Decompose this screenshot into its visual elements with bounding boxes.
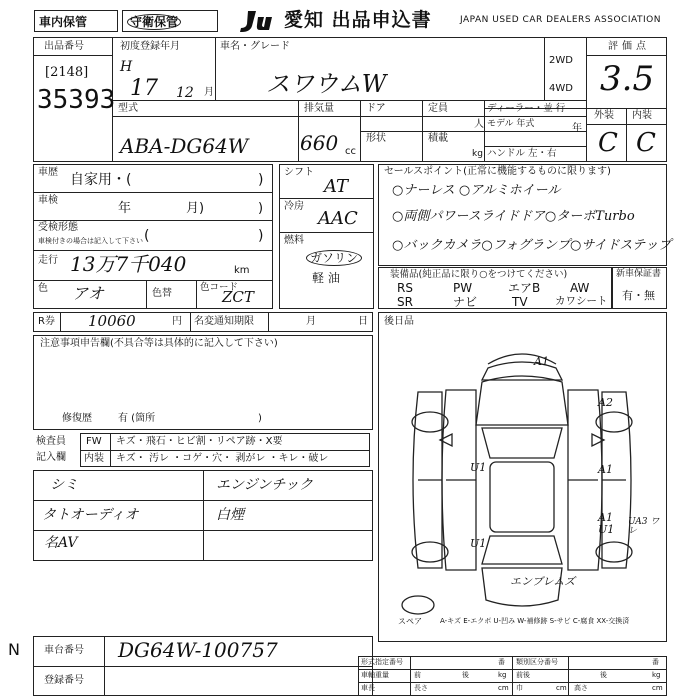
color-change-label: 色替	[152, 288, 172, 299]
spec-class-unit: 番	[652, 658, 659, 666]
inspection-year: 年	[118, 201, 132, 216]
transfer-close: )	[258, 228, 264, 244]
sales-points-label: セールスポイント(正常に機能するものに限ります)	[384, 166, 611, 177]
spec-axle-label: 前後	[516, 671, 530, 679]
spec-type-label: 形式指定番号	[361, 658, 403, 666]
warranty-label: 新車保証書	[616, 269, 662, 279]
spec-length-label: 長さ	[414, 684, 428, 692]
displacement-value: 660	[300, 131, 339, 155]
chassis-label: 車台番号	[44, 645, 84, 656]
month-unit: 月	[204, 87, 214, 98]
transfer-label: 受検形態	[38, 222, 78, 233]
note-right-1: エンジンチック	[216, 477, 313, 493]
form-title: 愛知 出品申込書	[284, 9, 432, 31]
lot-sub-number: [2148]	[45, 65, 89, 80]
model-year-label: モデル 年式	[487, 119, 535, 129]
repair-history-label: 修復歴	[62, 413, 92, 424]
spec-height-unit: cm	[652, 684, 663, 692]
guard-storage-label: 守衛保管	[127, 14, 181, 30]
car-name-value: スワウムW	[266, 70, 387, 98]
recycle-value: 10060	[88, 312, 136, 330]
capacity-unit: 人	[474, 119, 484, 130]
spec-axle-rear: 後	[600, 671, 607, 679]
inspector-fw: FW	[86, 436, 102, 447]
equipment-sr: SR	[397, 295, 413, 309]
spec-type-unit: 番	[498, 658, 505, 666]
displacement-unit: cc	[345, 146, 356, 157]
history-close: )	[258, 172, 264, 188]
shape-label: 形状	[366, 133, 386, 144]
drive-4wd: 4WD	[549, 83, 573, 94]
inspection-label: 車検	[38, 195, 58, 206]
transfer-open: (	[144, 228, 150, 244]
inspector-interior-items: キズ・ 汚レ ・コゲ・穴・ 剥がレ ・キレ・破レ	[116, 453, 329, 464]
interior-grade: C	[636, 128, 656, 158]
diagram-label-u1-left: U1	[470, 461, 487, 474]
cooling-label: 冷房	[284, 201, 304, 212]
spec-size-label: 車長	[361, 684, 375, 692]
shift-value: AT	[324, 176, 349, 197]
note-right-2: 白煙	[216, 507, 244, 523]
handle-side: ハンドル 左・右	[487, 148, 557, 159]
mileage-label: 走行	[38, 255, 58, 266]
mileage-value: 13万7千040	[70, 252, 187, 276]
transfer-note: 車検付きの場合は記入して下さい	[38, 237, 143, 245]
inspector-interior: 内装	[84, 453, 104, 464]
equipment-aw: AW	[570, 281, 590, 295]
spec-weight-label: 車軸重量	[361, 671, 389, 679]
first-registration-month: 12	[176, 85, 194, 101]
equipment-leather-seat: カワシート	[555, 295, 608, 307]
notes-label: 注意事項申告欄(不具合等は具体的に記入して下さい)	[40, 338, 278, 349]
note-left-3: 名AV	[44, 535, 78, 551]
model-label: 型式	[118, 103, 138, 114]
diagram-label-a2: A2	[598, 396, 613, 409]
tax-month: 月	[306, 316, 316, 327]
spec-width-unit: cm	[556, 684, 567, 692]
equipment-label: 装備品(純正品に限り○をつけてください)	[390, 269, 568, 280]
inspector-label-1: 検査員	[36, 436, 66, 447]
guard-storage-tag	[122, 10, 218, 32]
note-left-1: シミ	[50, 477, 78, 493]
load-unit: kg	[472, 149, 483, 159]
lot-number: 35393	[37, 85, 116, 115]
diagram-label-emblem: エンブレムズ	[510, 575, 576, 588]
diagram-label-a1-door: A1	[598, 511, 613, 524]
history-label: 車歴	[38, 167, 58, 178]
warranty-value: 有・無	[622, 289, 655, 302]
tax-day: 日	[358, 316, 368, 327]
displacement-label: 排気量	[304, 103, 334, 114]
dealer-type: ディーラー・並 行	[487, 103, 566, 114]
diagram-legend: A-キズ E-エクボ U-凹み W-補修跡 S-サビ C-腐食 XX-交換済	[440, 617, 630, 625]
shift-label: シフト	[284, 167, 314, 178]
fuel-diesel: 軽 油	[312, 271, 340, 285]
color-code-value: ZCT	[222, 288, 254, 306]
equipment-airbag: エアB	[508, 281, 541, 295]
cooling-value: AAC	[318, 208, 358, 229]
spec-class-label: 類別区分番号	[516, 658, 558, 666]
color-label: 色	[38, 283, 48, 294]
spec-axle-unit: kg	[652, 671, 661, 679]
sales-point-line-2: ○両側パワースライドドア○ターボTurbo	[392, 209, 635, 224]
recycle-unit: 円	[172, 316, 182, 327]
equipment-rs: RS	[397, 281, 413, 295]
car-name-label: 車名・グレード	[220, 41, 290, 52]
color-code-label: 色コード	[200, 282, 239, 293]
diagram-label-a1-front: A1	[534, 355, 549, 368]
equipment-pw: PW	[453, 281, 473, 295]
equipment-navi: ナビ	[453, 295, 478, 309]
inspector-label-2: 記入欄	[36, 452, 66, 463]
fuel-gas: ガソリン	[306, 250, 362, 266]
spec-width-label: 巾	[516, 684, 523, 692]
inspection-month: 月)	[186, 201, 205, 216]
exterior-grade: C	[598, 128, 618, 158]
doors-label: ドア	[366, 103, 386, 114]
color-value: アオ	[72, 284, 104, 303]
diagram-label-ua3: UA3 ワレ	[628, 517, 660, 536]
spec-height-label: 高さ	[574, 684, 588, 692]
recycle-label: R券	[38, 316, 55, 327]
sales-point-line-1: ○ナーレス ○アルミホイール	[392, 183, 561, 198]
diagram-label-u1-door: U1	[598, 523, 615, 536]
repair-history-close: )	[258, 413, 262, 424]
grade-label: 評価点	[608, 41, 650, 52]
first-registration-era: H	[120, 59, 133, 75]
chassis-side-mark: N	[8, 640, 20, 659]
posterior-label: 後日品	[384, 316, 414, 327]
spec-length-unit: cm	[498, 684, 509, 692]
first-registration-label: 初度登録年月	[120, 41, 180, 52]
lot-number-label: 出品番号	[44, 41, 84, 52]
association-subtitle: JAPAN USED CAR DEALERS ASSOCIATION	[460, 15, 661, 25]
sales-point-line-3: ○バックカメラ○フォグランプ○サイドステップ	[392, 238, 672, 253]
note-left-2: タトオーディオ	[42, 507, 139, 523]
capacity-label: 定員	[428, 103, 448, 114]
spare-label: スペア	[398, 617, 422, 626]
tax-label: 名変通知期限	[194, 316, 254, 327]
drive-2wd: 2WD	[549, 55, 573, 66]
equipment-tv: TV	[512, 295, 528, 309]
exterior-label: 外装	[594, 110, 614, 121]
ju-logo	[238, 8, 282, 34]
interior-label: 内装	[632, 110, 652, 121]
grade-value: 3.5	[600, 59, 655, 99]
model-year-unit: 年	[572, 123, 582, 134]
mileage-unit: km	[234, 265, 250, 276]
model-value: ABA-DG64W	[120, 134, 249, 158]
ju-logo-icon	[238, 8, 282, 34]
registration-label: 登録番号	[44, 675, 84, 686]
diagram-label-a1-right: A1	[598, 463, 613, 476]
inspection-close: )	[258, 201, 264, 216]
inspector-fw-items: キズ・飛石・ヒビ割・リペア跡・X要	[116, 436, 283, 447]
diagram-label-u1-rear: U1	[470, 537, 487, 550]
spec-weight-front: 前	[414, 671, 421, 679]
chassis-value: DG64W-100757	[118, 638, 278, 662]
indoor-storage-tag: 車内保管	[34, 10, 118, 32]
spec-weight-rear: 後	[462, 671, 469, 679]
repair-history-value: 有 (箇所	[118, 413, 156, 424]
spec-weight-unit: kg	[498, 671, 507, 679]
history-value: 自家用・(	[70, 172, 132, 188]
first-registration-year: 17	[130, 76, 158, 101]
fuel-label: 燃料	[284, 235, 304, 246]
load-label: 積載	[428, 133, 448, 144]
